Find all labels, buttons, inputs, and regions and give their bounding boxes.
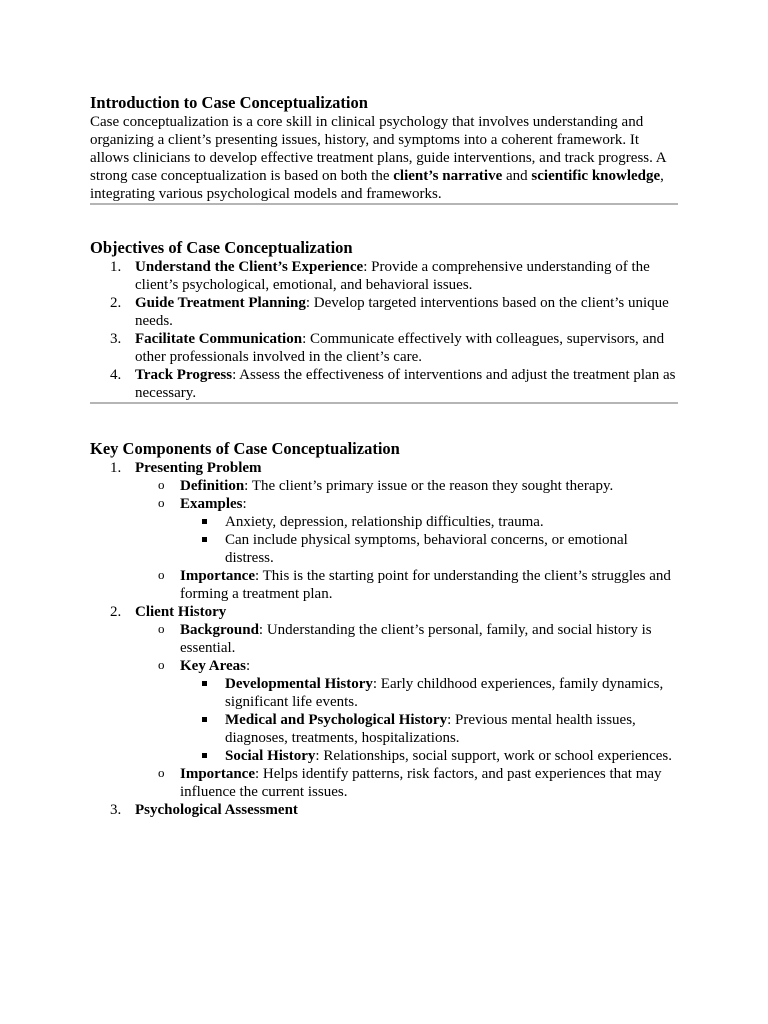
sub-label: Background — [180, 622, 259, 638]
list-number: 1. — [110, 259, 122, 275]
list-number: 4. — [110, 367, 122, 383]
circle-bullet-icon: o — [158, 495, 165, 510]
sublist-item — [135, 495, 678, 567]
sub-label: Key Areas — [180, 658, 246, 674]
nested-list — [180, 513, 678, 567]
nested-label: Social History — [225, 748, 316, 764]
components-list — [90, 459, 678, 819]
nested-label: Medical and Psychological History — [225, 712, 448, 728]
list-number: 2. — [110, 604, 122, 620]
component-title: Client History — [135, 604, 227, 620]
objective-title: Facilitate Communication — [135, 331, 303, 347]
sublist-item — [135, 621, 678, 657]
sub-label: Importance — [180, 568, 255, 584]
objective-text: : Assess the effectiveness of interventions and adjust the treatment plan as necessary. — [135, 367, 676, 401]
intro-bold-narrative: client’s narrative — [393, 168, 503, 184]
components-heading: Key Components of Case Conceptualization — [90, 439, 400, 458]
objective-title: Track Progress — [135, 367, 233, 383]
square-bullet-icon — [202, 537, 207, 542]
nested-text: : Previous mental health issues, diagnoses, treatments, hospitalizations. — [225, 712, 636, 746]
objective-item — [90, 294, 678, 330]
square-bullet-icon — [202, 681, 207, 686]
objective-item — [90, 366, 678, 402]
list-number: 1. — [110, 460, 122, 476]
objective-title: Understand the Client’s Experience — [135, 259, 364, 275]
square-bullet-icon — [202, 717, 207, 722]
sub-text: : Understanding the client’s personal, family, and social history is essential. — [180, 622, 652, 656]
nested-item — [180, 711, 678, 747]
sublist — [135, 621, 678, 801]
objectives-list — [90, 258, 678, 402]
circle-bullet-icon: o — [158, 765, 165, 780]
sub-text: : — [242, 496, 247, 512]
sub-text: : Helps identify patterns, risk factors, and past experiences that may influence the current issues. — [180, 766, 662, 800]
section-divider — [90, 203, 678, 205]
objective-title: Guide Treatment Planning — [135, 295, 306, 311]
nested-text: Anxiety, depression, relationship difficulties, trauma. — [225, 514, 544, 530]
intro-paragraph — [90, 113, 678, 203]
list-number: 3. — [110, 802, 122, 818]
objective-text: : Develop targeted interventions based on the client’s unique needs. — [135, 295, 669, 329]
objective-item — [90, 258, 678, 294]
circle-bullet-icon: o — [158, 567, 165, 582]
sub-label: Definition — [180, 478, 245, 494]
component-item — [90, 603, 678, 801]
sublist-item — [135, 657, 678, 765]
objectives-heading: Objectives of Case Conceptualization — [90, 238, 353, 257]
objective-item — [90, 330, 678, 366]
list-number: 2. — [110, 295, 122, 311]
component-title: Psychological Assessment — [135, 802, 298, 818]
sub-label: Importance — [180, 766, 255, 782]
nested-label: Developmental History — [225, 676, 373, 692]
sub-text: : This is the starting point for understanding the client’s struggles and forming a treatment plan. — [180, 568, 671, 602]
intro-heading: Introduction to Case Conceptualization — [90, 93, 368, 112]
square-bullet-icon — [202, 753, 207, 758]
sub-text: : — [245, 658, 251, 674]
circle-bullet-icon: o — [158, 657, 165, 672]
section-divider — [90, 402, 678, 404]
component-title: Presenting Problem — [135, 460, 262, 476]
nested-item — [180, 531, 678, 567]
list-number: 3. — [110, 331, 122, 347]
sublist-item — [135, 477, 678, 495]
nested-text: Can include physical symptoms, behavioral concerns, or emotional distress. — [225, 532, 628, 566]
circle-bullet-icon: o — [158, 477, 165, 492]
sublist — [135, 477, 678, 603]
nested-text: : Early childhood experiences, family dynamics, significant life events. — [225, 676, 664, 710]
sub-text: : The client’s primary issue or the reason they sought therapy. — [244, 478, 614, 494]
nested-text: : Relationships, social support, work or school experiences. — [315, 748, 673, 764]
intro-bold-scientific: scientific knowledge — [531, 168, 661, 184]
intro-text-1: Case conceptualization is a core skill in clinical psychology that involves understanding and organizing a client’s presenting issues, history, and symptoms into a coherent framework. It allows clinicians to develop effective treatment plans, guide interventions, and track progress. A strong case conceptualization is based on both the — [90, 114, 666, 184]
objective-text: : Provide a comprehensive understanding of the client’s psychological, emotional, and behavioral issues. — [135, 259, 650, 293]
component-item — [90, 801, 678, 819]
sublist-item — [135, 567, 678, 603]
nested-item — [180, 747, 678, 765]
component-item — [90, 459, 678, 603]
sub-label: Examples — [180, 496, 243, 512]
nested-list — [180, 675, 678, 765]
intro-text-and: and — [502, 168, 532, 184]
nested-item — [180, 675, 678, 711]
sublist-item — [135, 765, 678, 801]
intro-text-2: , integrating various psychological models and frameworks. — [90, 168, 664, 202]
circle-bullet-icon: o — [158, 621, 165, 636]
objective-text: : Communicate effectively with colleagues, supervisors, and other professionals involved in the client’s care. — [135, 331, 665, 365]
nested-item — [180, 513, 678, 531]
square-bullet-icon — [202, 519, 207, 524]
